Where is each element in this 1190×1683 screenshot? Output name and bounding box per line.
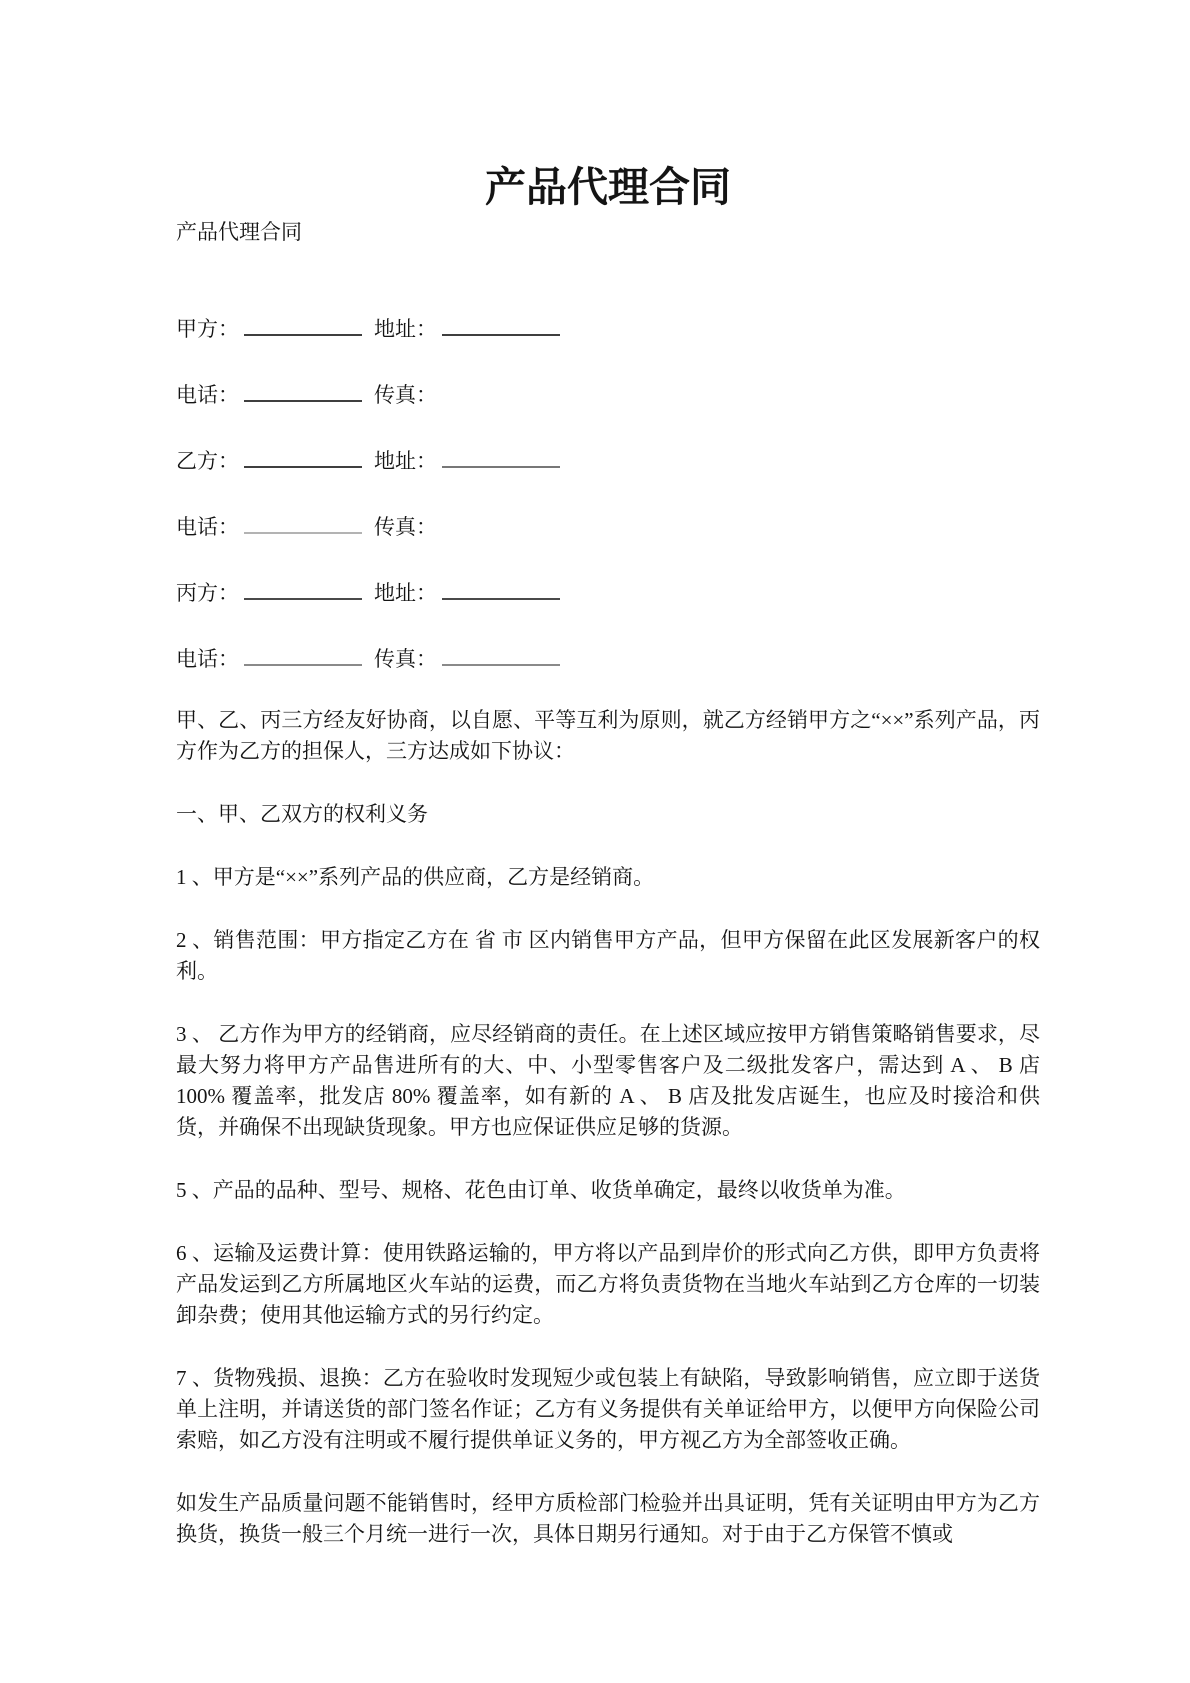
document-title: 产品代理合同 bbox=[485, 164, 731, 210]
party-c-phone-blank bbox=[244, 641, 362, 666]
clause-7: 7 、货物残损、退换：乙方在验收时发现短少或包装上有缺陷，导致影响销售，应立即于送货单上注明，并请送货的部门签名作证；乙方有义务提供有关单证给甲方，以便甲方向保险公司索赔，如乙方没有注明或不履行提供单证义务的，甲方视乙方为全部签收正确。 bbox=[176, 1366, 1040, 1452]
intro-paragraph: 甲、乙、丙三方经友好协商，以自愿、平等互利为原则，就乙方经销甲方之“××”系列产品，丙方作为乙方的担保人，三方达成如下协议： bbox=[176, 708, 1040, 763]
clause-5: 5 、产品的品种、型号、规格、花色由订单、收货单确定，最终以收货单为准。 bbox=[176, 1178, 906, 1202]
party-a-address-blank bbox=[442, 311, 560, 336]
party-a-phone-label: 电话： bbox=[176, 383, 239, 407]
party-a-fax-label: 传真： bbox=[374, 383, 437, 407]
party-b-address-label: 地址： bbox=[374, 449, 437, 473]
party-c-fax-blank bbox=[442, 641, 560, 666]
party-b-phone-label: 电话： bbox=[176, 515, 239, 539]
party-c-address-label: 地址： bbox=[374, 581, 437, 605]
party-b-contact-row bbox=[176, 509, 1040, 543]
party-a-name-blank bbox=[244, 311, 362, 336]
party-a-row bbox=[176, 311, 1040, 345]
party-a-address-label: 地址： bbox=[374, 317, 437, 341]
party-a-label: 甲方： bbox=[176, 317, 239, 341]
clause-3: 3 、 乙方作为甲方的经销商，应尽经销商的责任。在上述区域应按甲方销售策略销售要求，尽最大努力将甲方产品售进所有的大、中、小型零售客户及二级批发客户，需达到 A 、 B 店 100% 覆盖率，批发店 80% 覆盖率，如有新的 A 、 B 店及批发店诞生，也应及时接洽和供货，并确保不出现缺货现象。甲方也应保证供应足够的货源。 bbox=[176, 1022, 1040, 1139]
closing-paragraph: 如发生产品质量问题不能销售时，经甲方质检部门检验并出具证明，凭有关证明由甲方为乙方换货，换货一般三个月统一进行一次，具体日期另行通知。对于由于乙方保管不慎或 bbox=[176, 1491, 1040, 1546]
clause-1: 1 、甲方是“××”系列产品的供应商，乙方是经销商。 bbox=[176, 865, 655, 889]
party-b-address-blank bbox=[442, 443, 560, 468]
section-1-heading: 一、甲、乙双方的权利义务 bbox=[176, 802, 428, 826]
party-c-fax-label: 传真： bbox=[374, 647, 437, 671]
party-a-contact-row bbox=[176, 377, 1040, 411]
party-c-address-blank bbox=[442, 575, 560, 600]
party-b-phone-blank bbox=[244, 509, 362, 534]
party-c-label: 丙方： bbox=[176, 581, 239, 605]
document-subtitle: 产品代理合同 bbox=[176, 220, 302, 244]
party-c-name-blank bbox=[244, 575, 362, 600]
party-c-phone-label: 电话： bbox=[176, 647, 239, 671]
party-b-label: 乙方： bbox=[176, 449, 239, 473]
party-b-fax-label: 传真： bbox=[374, 515, 437, 539]
clause-6: 6 、运输及运费计算：使用铁路运输的，甲方将以产品到岸价的形式向乙方供，即甲方负责将产品发运到乙方所属地区火车站的运费，而乙方将负责货物在当地火车站到乙方仓库的一切装卸杂费；使用其他运输方式的另行约定。 bbox=[176, 1241, 1040, 1327]
party-c-contact-row bbox=[176, 641, 1040, 675]
party-b-name-blank bbox=[244, 443, 362, 468]
party-c-row bbox=[176, 575, 1040, 609]
party-b-row bbox=[176, 443, 1040, 477]
party-a-phone-blank bbox=[244, 377, 362, 402]
clause-2: 2 、销售范围：甲方指定乙方在 省 市 区内销售甲方产品，但甲方保留在此区发展新客户的权利。 bbox=[176, 928, 1040, 983]
